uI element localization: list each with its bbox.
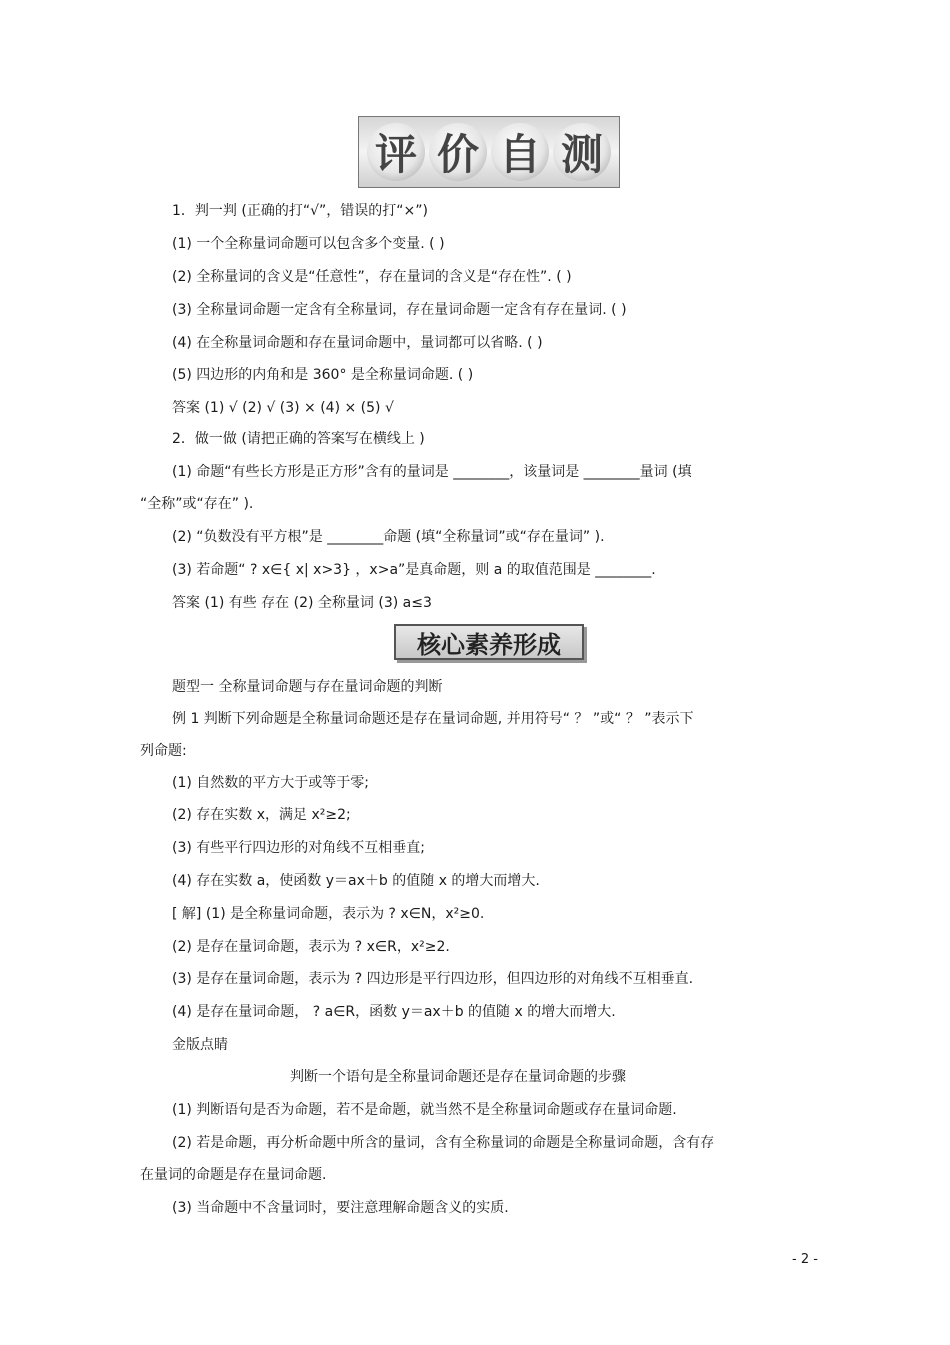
banner-char: 评 <box>367 123 425 181</box>
text-line: (5) 四边形的内角和是 360° 是全称量词命题. ( ) <box>172 367 474 383</box>
text-line: (3) 全称量词命题一定含有全称量词，存在量词命题一定含有存在量词. ( ) <box>172 302 627 318</box>
core-literacy-banner: 核心素养形成 <box>394 624 584 660</box>
text-line: (1) 自然数的平方大于或等于零; <box>172 775 369 791</box>
text-line: (4) 是存在量词命题， ? a∈R，函数 y＝ax＋b 的值随 x 的增大而增大. <box>172 1004 616 1020</box>
banner-char: 测 <box>553 123 611 181</box>
text-line: [ 解] (1) 是全称量词命题，表示为 ? x∈N，x²≥0. <box>172 906 485 922</box>
text-line: 2．做一做 (请把正确的答案写在横线上 ) <box>172 431 425 447</box>
text-line: (1) 一个全称量词命题可以包含多个变量. ( ) <box>172 236 445 252</box>
text-line: 答案 (1) 有些 存在 (2) 全称量词 (3) a≤3 <box>172 595 432 611</box>
page-number: - 2 - <box>792 1252 818 1267</box>
text-line: 金版点睛 <box>172 1037 228 1053</box>
text-line: (1) 命题“有些长方形是正方形”含有的量词是 ________，该量词是 ________量词 (填 <box>172 464 692 480</box>
text-line: 答案 (1) √ (2) √ (3) × (4) × (5) √ <box>172 400 394 416</box>
text-line: (2) 全称量词的含义是“任意性”，存在量词的含义是“存在性”. ( ) <box>172 269 572 285</box>
text-line: (2) 是存在量词命题，表示为 ? x∈R，x²≥2. <box>172 939 450 955</box>
text-line: (2) 存在实数 x，满足 x²≥2; <box>172 807 351 823</box>
text-line: 在量词的命题是存在量词命题. <box>140 1167 327 1183</box>
banner-char: 价 <box>429 123 487 181</box>
text-line: (3) 当命题中不含量词时，要注意理解命题含义的实质. <box>172 1200 509 1216</box>
text-line: (2) “负数没有平方根”是 ________命题 (填“全称量词”或“存在量词” ). <box>172 529 605 545</box>
text-line: 题型一 全称量词命题与存在量词命题的判断 <box>172 679 443 695</box>
text-line: 判断一个语句是全称量词命题还是存在量词命题的步骤 <box>290 1069 626 1085</box>
text-line: (3) 有些平行四边形的对角线不互相垂直; <box>172 840 425 856</box>
text-line: (4) 存在实数 a，使函数 y＝ax＋b 的值随 x 的增大而增大. <box>172 873 540 889</box>
text-line: 列命题: <box>140 743 187 759</box>
text-line: “全称”或“存在” ). <box>140 496 254 512</box>
self-test-banner <box>358 116 620 188</box>
text-line: (1) 判断语句是否为命题，若不是命题，就当然不是全称量词命题或存在量词命题. <box>172 1102 677 1118</box>
text-line: (2) 若是命题，再分析命题中所含的量词，含有全称量词的命题是全称量词命题，含有存 <box>172 1135 715 1151</box>
text-line: (4) 在全称量词命题和存在量词命题中，量词都可以省略. ( ) <box>172 335 543 351</box>
text-line: (3) 若命题“ ? x∈{ x| x>3} ，x>a”是真命题，则 a 的取值范围是 ________. <box>172 562 656 578</box>
banner-char: 自 <box>491 123 549 181</box>
text-line: 例 1 判断下列命题是全称量词命题还是存在量词命题, 并用符号“ ？ ”或“ ？ ”表示下 <box>172 711 694 727</box>
text-line: 1．判一判 (正确的打“√”，错误的打“×”) <box>172 203 428 219</box>
text-line: (3) 是存在量词命题，表示为 ? 四边形是平行四边形，但四边形的对角线不互相垂直. <box>172 971 694 987</box>
